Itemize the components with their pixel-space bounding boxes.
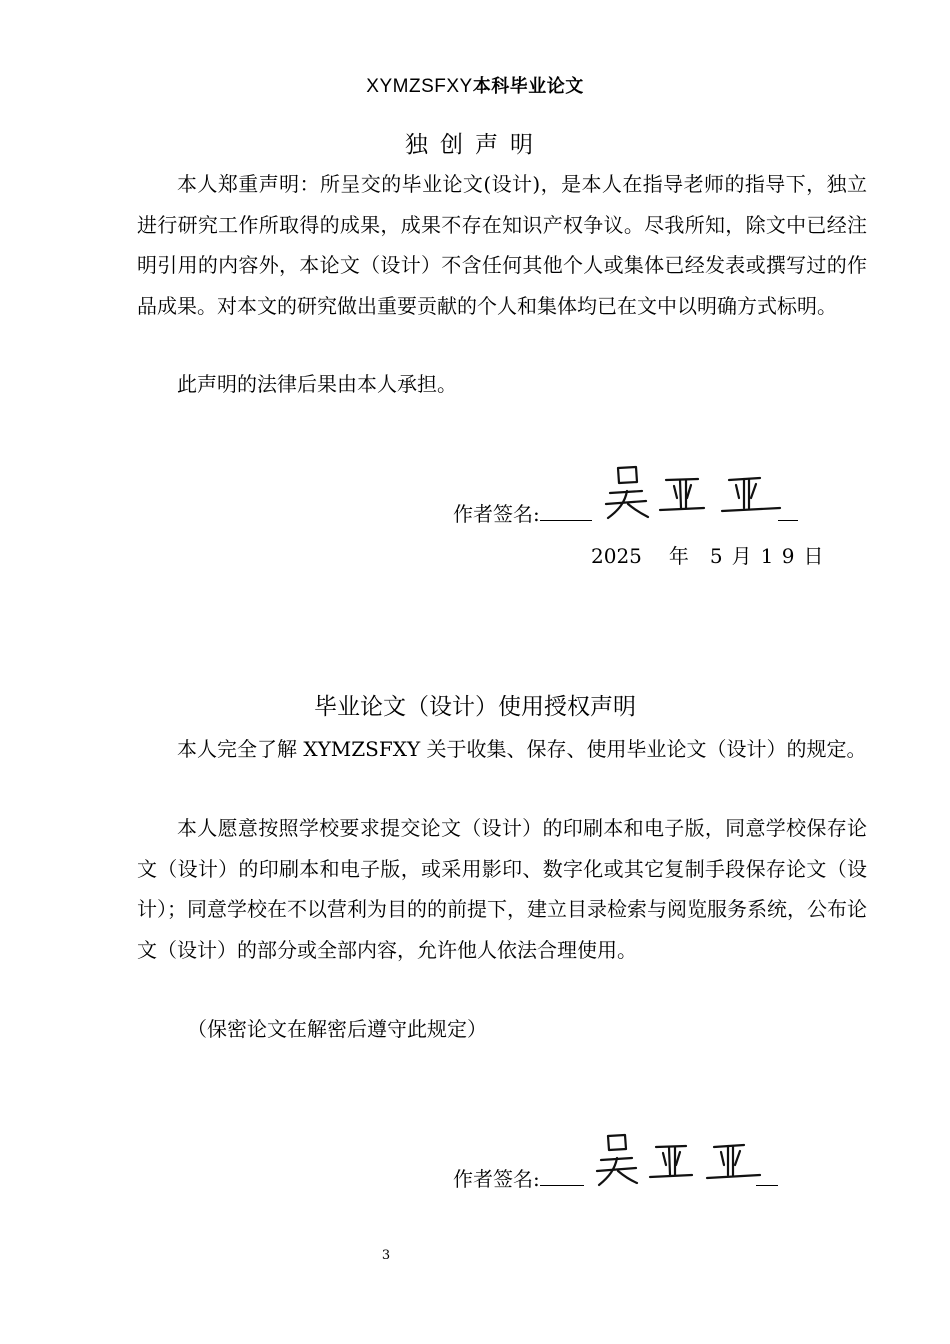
signature-underline bbox=[540, 502, 592, 521]
running-header bbox=[0, 72, 950, 98]
date-year-unit: 年 bbox=[668, 544, 689, 568]
declaration-title: 独创声明 bbox=[405, 132, 545, 158]
declaration-date bbox=[591, 540, 832, 569]
authorization-paragraph-1: 本人完全了解 XYMZSFXY 关于收集、保存、使用毕业论文（设计）的规定。 bbox=[177, 737, 867, 761]
date-year: 2025 bbox=[591, 544, 642, 568]
signature-label: 作者签名: bbox=[453, 1167, 540, 1191]
signature-underline bbox=[540, 1167, 584, 1186]
header-doc-type: 本科毕业论文 bbox=[472, 76, 584, 97]
authorization-title: 毕业论文（设计）使用授权声明 bbox=[314, 694, 636, 720]
date-month-unit: 月 bbox=[731, 544, 752, 568]
date-month: 5 bbox=[709, 544, 723, 568]
page-number: 3 bbox=[381, 1248, 391, 1263]
signature-label: 作者签名: bbox=[453, 502, 540, 526]
declaration-paragraph-1: 本人郑重声明：所呈交的毕业论文(设计)，是本人在指导老师的指导下，独立进行研究工作所取得的成果，成果不存在知识产权争议。尽我所知，除文中已经注明引用的内容外，本论文（设计）不含任何其他个人或集体已经发表或撰写过的作品成果。对本文的研究做出重要贡献的个人和集体均已在文中以明确方式标明。 bbox=[137, 172, 867, 318]
handwritten-signature-image bbox=[592, 1128, 772, 1192]
declaration-paragraph-2: 此声明的法律后果由本人承担。 bbox=[177, 372, 457, 396]
authorization-paragraph-2: 本人愿意按照学校要求提交论文（设计）的印刷本和电子版，同意学校保存论文（设计）的印刷本和电子版，或采用影印、数字化或其它复制手段保存论文（设计）；同意学校在不以营利为目的的前提下，建立目录检索与阅览服务系统，公布论文（设计）的部分或全部内容，允许他人依法合理使用。 bbox=[137, 816, 867, 962]
confidentiality-note: （保密论文在解密后遵守此规定） bbox=[187, 1017, 487, 1041]
date-day-unit: 日 bbox=[803, 544, 824, 568]
handwritten-signature-image bbox=[600, 460, 790, 524]
date-day: 1 9 bbox=[760, 544, 795, 568]
header-school-code: XYMZSFXY bbox=[366, 76, 473, 97]
